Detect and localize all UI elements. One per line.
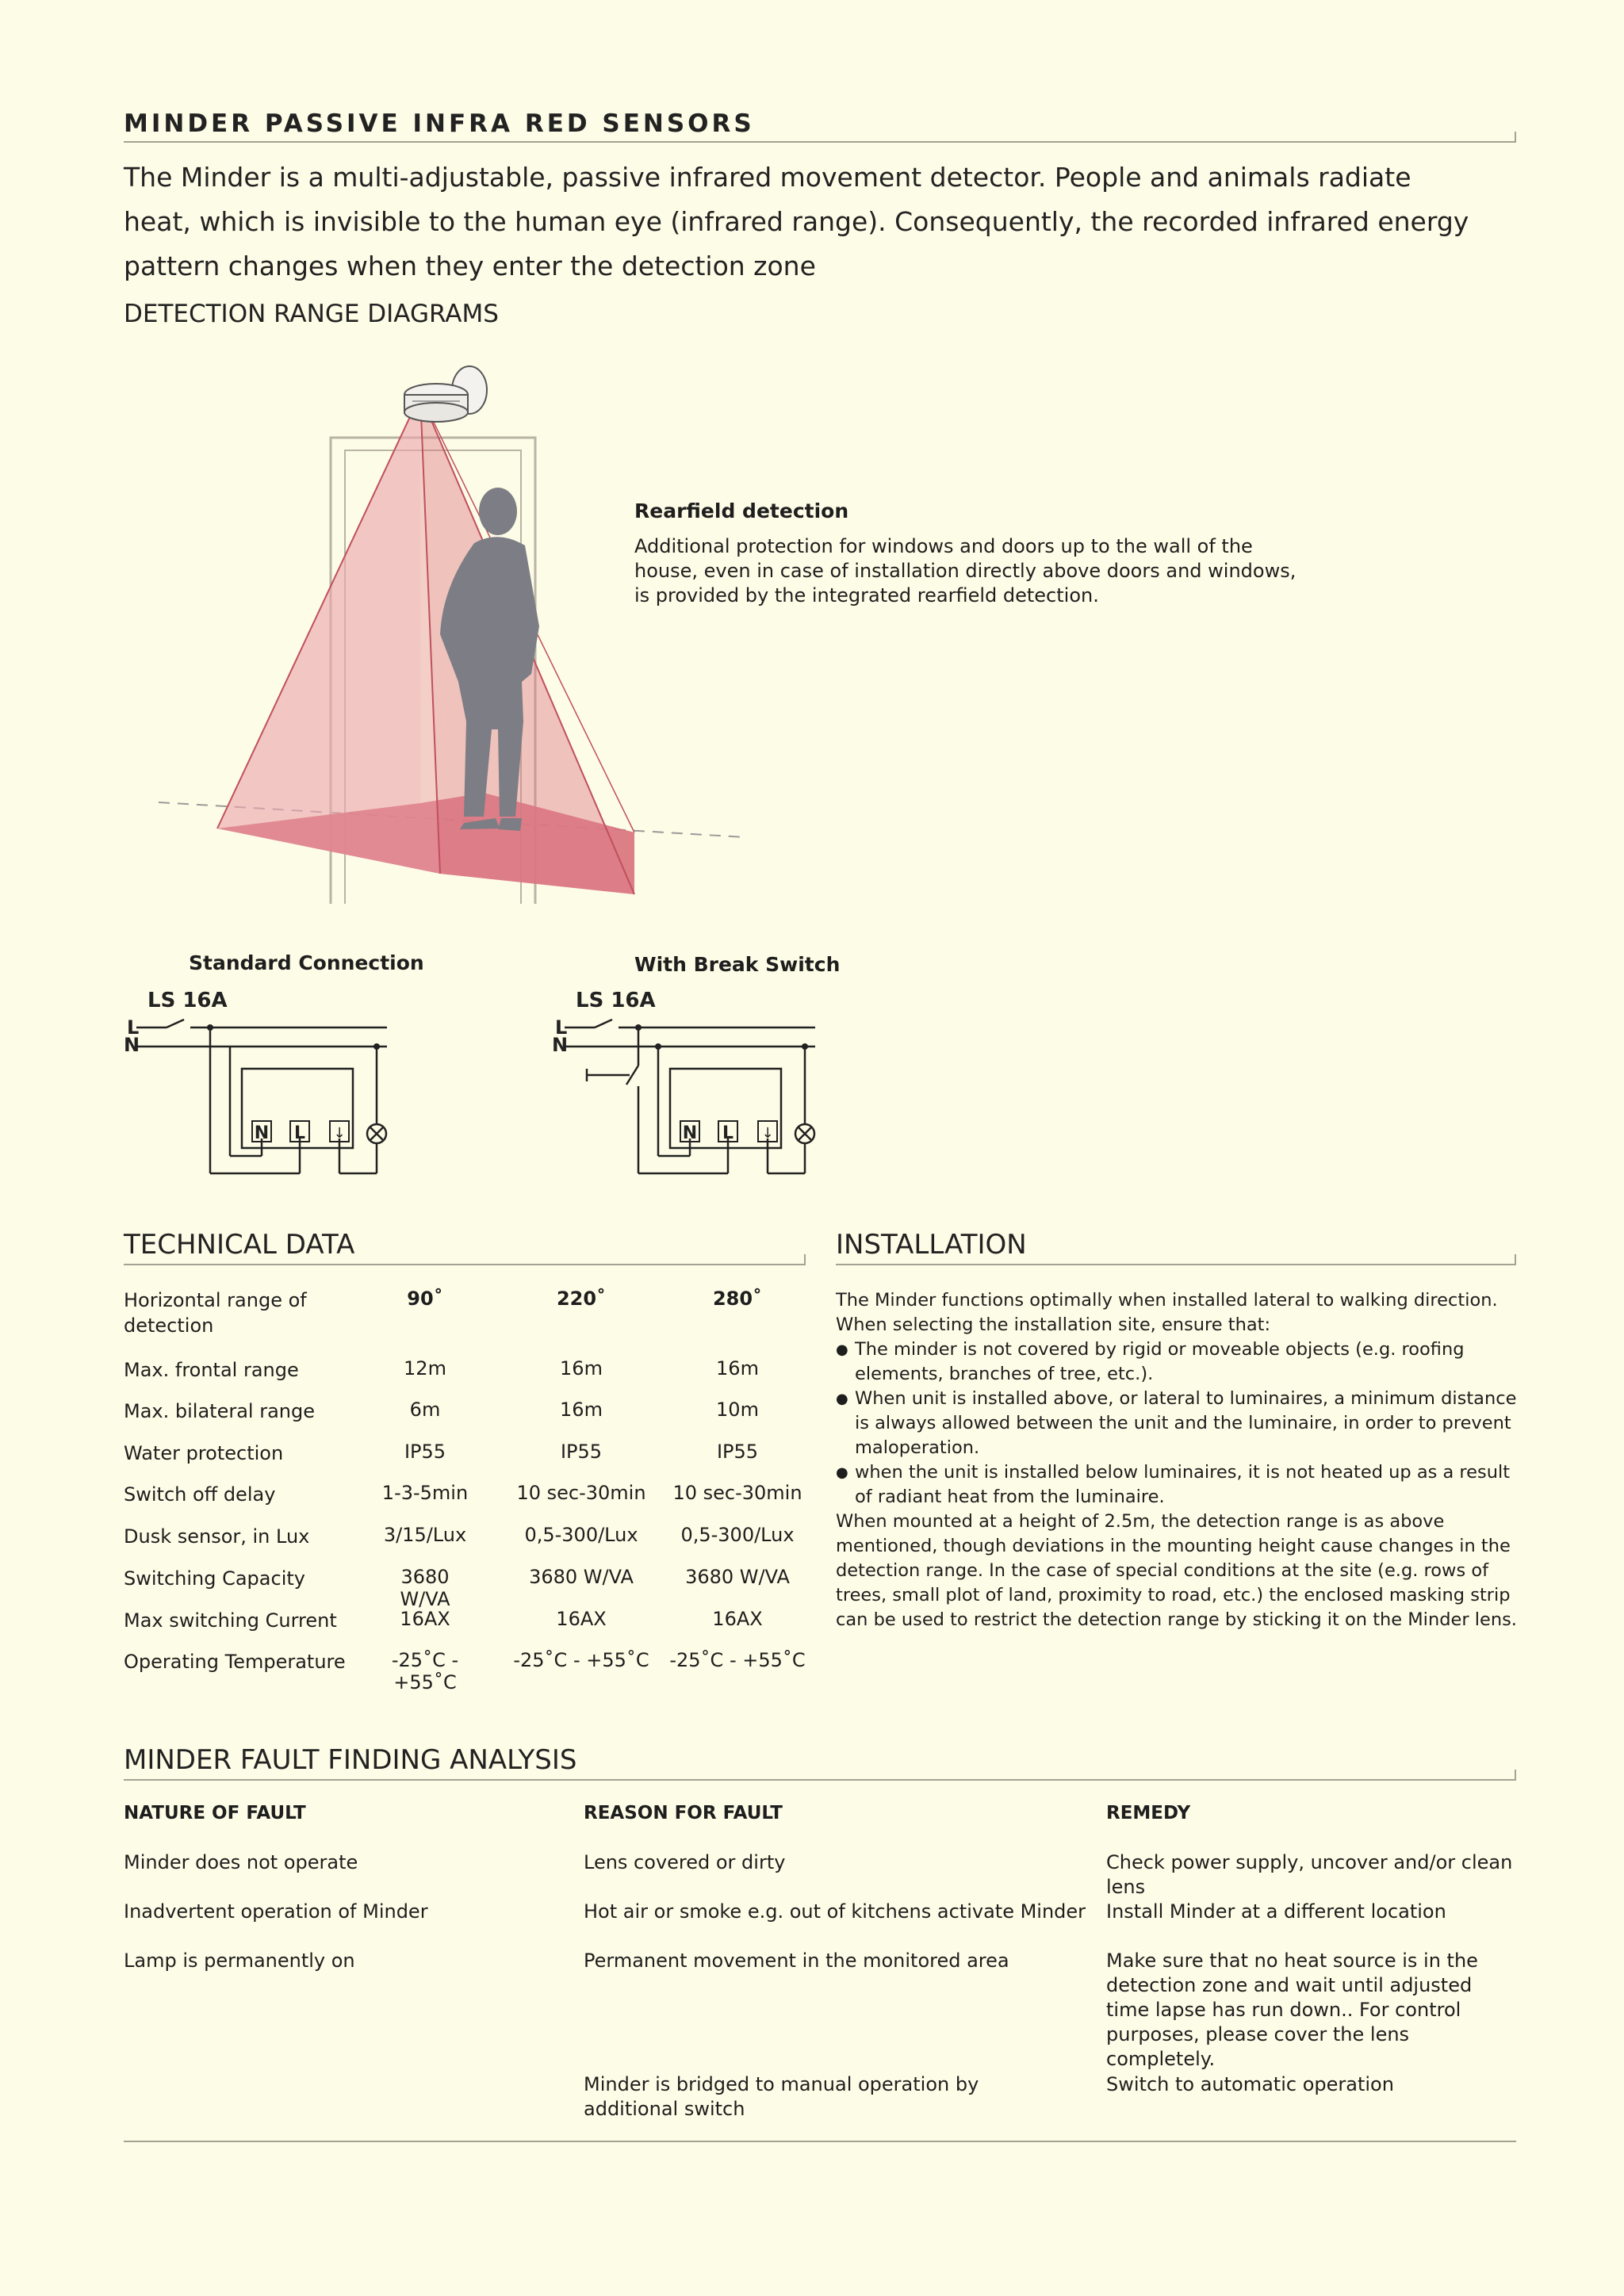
installation-text [836, 1288, 1518, 1632]
diagrams-heading: DETECTION RANGE DIAGRAMS [124, 300, 499, 328]
bottom-rule [124, 2141, 1516, 2142]
tech-value: 16AX [712, 1608, 763, 1630]
intro-paragraph: The Minder is a multi-adjustable, passive infrared movement detector. People and animals radiate heat, which is invisible to the human eye (infrared range). Consequently, the recorded infrared energy pattern changes when they enter the detection zone [124, 162, 1469, 281]
installation-bullet: ● when the unit is installed below luminaires, it is not heated up as a result of radiant heat from the luminaire. [836, 1460, 1518, 1510]
tech-value: 10 sec-30min [516, 1482, 646, 1504]
tech-value: IP55 [560, 1441, 603, 1463]
fault-reason-3: Permanent movement in the monitored area [584, 1950, 1009, 1972]
svg-text:L: L [722, 1123, 734, 1143]
minder-sensor [404, 366, 487, 422]
fault-nature-1: Minder does not operate [124, 1851, 358, 1873]
svg-text:↓: ↓ [761, 1125, 774, 1142]
fault-analysis-heading: MINDER FAULT FINDING ANALYSIS [124, 1744, 1516, 1781]
svg-text:LS 16A: LS 16A [576, 989, 656, 1012]
tech-label: Switch off delay [124, 1483, 276, 1506]
tech-label: Horizontal range of detection [124, 1289, 307, 1337]
svg-text:L: L [293, 1123, 306, 1143]
fault-reason-1: Lens covered or dirty [584, 1851, 786, 1873]
fault-reason-2: Hot air or smoke e.g. out of kitchens activate Minder [584, 1900, 1086, 1923]
tech-value: 16m [560, 1399, 603, 1421]
tech-value: IP55 [404, 1441, 446, 1463]
tech-value: 0,5-300/Lux [680, 1524, 795, 1546]
tech-value: IP55 [716, 1441, 759, 1463]
tech-label: Dusk sensor, in Lux [124, 1525, 310, 1548]
breaker-label: LS 16A [147, 989, 228, 1012]
page-title: MINDER PASSIVE INFRA RED SENSORS [124, 109, 1516, 143]
tech-label: Max. bilateral range [124, 1400, 315, 1422]
standard-connection-diagram [119, 983, 436, 1181]
svg-text:N: N [552, 1034, 569, 1056]
tech-value: 16m [716, 1357, 759, 1380]
fault-col-remedy: REMEDY [1106, 1803, 1191, 1823]
svg-text:L: L [555, 1016, 568, 1039]
installation-bullet: ● The minder is not covered by rigid or moveable objects (e.g. roofing elements, branches of tree, etc.). [836, 1337, 1518, 1387]
rearfield-title: Rearfield detection [634, 499, 849, 522]
svg-text:↓: ↓ [333, 1125, 346, 1142]
fault-nature-2: Inadvertent operation of Minder [124, 1900, 428, 1923]
tech-value: -25˚C - +55˚C [669, 1649, 806, 1671]
rearfield-text: Additional protection for windows and doors up to the wall of the house, even in case of installation directly above doors and windows, is provided by the integrated rearfield detection. [634, 535, 1297, 607]
fault-remedy-1: Check power supply, uncover and/or clean lens [1106, 1851, 1513, 1898]
svg-text:N: N [254, 1123, 270, 1143]
break-switch-label: With Break Switch [634, 953, 841, 976]
tech-value: 90˚ [407, 1288, 443, 1310]
break-switch-diagram [547, 983, 864, 1181]
tech-value: 0,5-300/Lux [524, 1524, 638, 1546]
tech-label: Water protection [124, 1442, 284, 1464]
fault-nature-3: Lamp is permanently on [124, 1950, 355, 1972]
tech-label: Max. frontal range [124, 1359, 299, 1381]
tech-value: 6m [409, 1399, 441, 1421]
svg-text:L: L [127, 1016, 140, 1039]
installation-heading: INSTALLATION [836, 1229, 1516, 1265]
fault-remedy-3: Make sure that no heat source is in the detection zone and wait until adjusted time lapse has run down.. For control purposes, please cover the lens completely. [1106, 1950, 1478, 2070]
installation-intro: The Minder functions optimally when installed lateral to walking direction. When selecting the installation site, ensure that: [836, 1290, 1498, 1335]
standard-connection-label: Standard Connection [189, 951, 424, 974]
installation-outro: When mounted at a height of 2.5m, the detection range is as above mentioned, though deviations in the mounting height cause changes in the detection range. In the case of special conditions at the site (e.g. rows of trees, small plot of land, proximity to road, etc.) the enclosed masking strip can be used to restrict the detection range by sticking it on the Minder lens. [836, 1511, 1517, 1630]
tech-label: Operating Temperature [124, 1651, 346, 1673]
tech-value: -25˚C - +55˚C [513, 1649, 649, 1671]
tech-label: Max switching Current [124, 1609, 337, 1632]
tech-value: 3680 W/VA [529, 1566, 634, 1588]
fault-col-nature: NATURE OF FAULT [124, 1803, 306, 1823]
tech-value: -25˚C - +55˚C [391, 1649, 459, 1693]
tech-value: 16AX [400, 1608, 450, 1630]
tech-value: 3/15/Lux [383, 1524, 467, 1546]
tech-value: 16m [560, 1357, 603, 1380]
tech-label: Switching Capacity [124, 1567, 305, 1590]
technical-data-heading: TECHNICAL DATA [124, 1229, 806, 1265]
fault-col-reason: REASON FOR FAULT [584, 1803, 783, 1823]
svg-text:N: N [682, 1123, 698, 1143]
installation-bullets [836, 1337, 1518, 1510]
fault-remedy-2: Install Minder at a different location [1106, 1900, 1446, 1923]
fault-reason-4: Minder is bridged to manual operation by additional switch [584, 2073, 979, 2120]
tech-value: 1-3-5min [381, 1482, 469, 1504]
tech-value: 3680 W/VA [685, 1566, 790, 1588]
detection-range-illustration [143, 349, 777, 904]
tech-value: 16AX [556, 1608, 607, 1630]
tech-value: 280˚ [712, 1288, 763, 1310]
fault-remedy-4: Switch to automatic operation [1106, 2073, 1394, 2095]
svg-text:N: N [124, 1034, 140, 1056]
tech-value: 12m [404, 1357, 446, 1380]
tech-value: 220˚ [556, 1288, 607, 1310]
installation-bullet: ● When unit is installed above, or lateral to luminaires, a minimum distance is always allowed between the unit and the luminaire, in order to prevent maloperation. [836, 1387, 1518, 1460]
tech-value: 10 sec-30min [672, 1482, 802, 1504]
tech-value: 3680 W/VA [400, 1566, 450, 1610]
tech-value: 10m [716, 1399, 759, 1421]
